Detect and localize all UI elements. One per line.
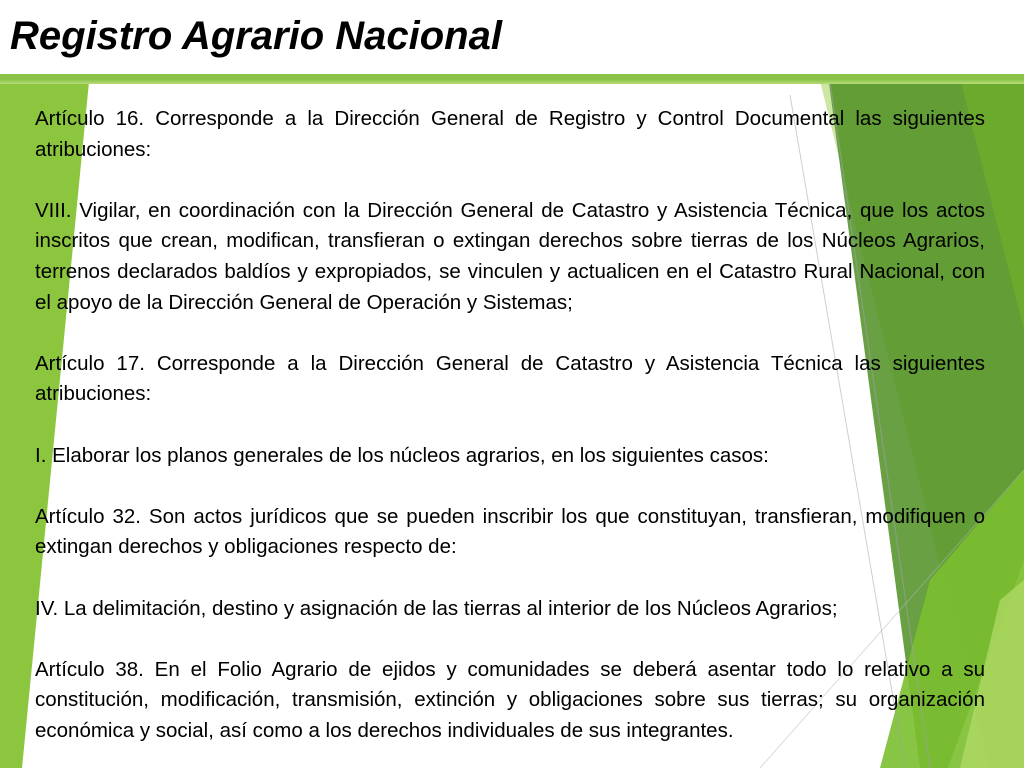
slide-content bbox=[35, 104, 985, 777]
title-bar bbox=[0, 0, 1024, 74]
title-underline-rule bbox=[0, 74, 1024, 84]
paragraph-articulo-17: Artículo 17. Corresponde a la Dirección General de Catastro y Asistencia Técnica las siguientes atribuciones: bbox=[35, 351, 985, 406]
paragraph-fraccion-iv: IV. La delimitación, destino y asignación de las tierras al interior de los Núcleos Agrarios; bbox=[35, 596, 838, 620]
paragraph-articulo-38: Artículo 38. En el Folio Agrario de ejidos y comunidades se deberá asentar todo lo relativo a su constitución, modificación, transmisión, extinción y obligaciones sobre sus tierras; su organización económica y social, así como a los derechos individuales de sus integrantes. bbox=[35, 657, 985, 742]
paragraph-fraccion-i: I. Elaborar los planos generales de los núcleos agrarios, en los siguientes casos: bbox=[35, 443, 769, 467]
slide-title: Registro Agrario Nacional bbox=[10, 14, 502, 58]
paragraph-articulo-32: Artículo 32. Son actos jurídicos que se pueden inscribir los que constituyan, transfieran, modifiquen o extingan derechos y obligaciones respecto de: bbox=[35, 504, 985, 559]
paragraph-fraccion-viii: VIII. Vigilar, en coordinación con la Dirección General de Catastro y Asistencia Técnica, que los actos inscritos que crean, modifican, transfieran o extingan derechos sobre tierras de los Núcleos Agrarios, terrenos declarados baldíos y expropiados, se vinculen y actualicen en el Catastro Rural Nacional, con el apoyo de la Dirección General de Operación y Sistemas; bbox=[35, 198, 985, 314]
paragraph-articulo-16: Artículo 16. Corresponde a la Dirección General de Registro y Control Documental las siguientes atribuciones: bbox=[35, 107, 985, 161]
